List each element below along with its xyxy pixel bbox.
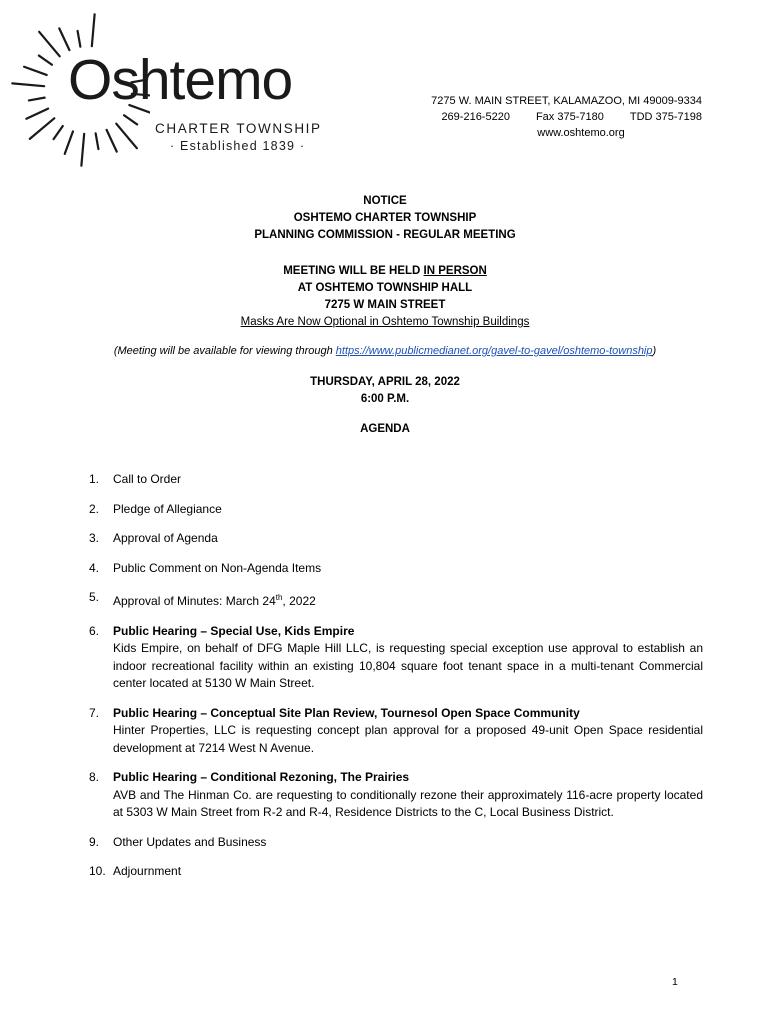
logo-established: · Established 1839 ·: [170, 139, 306, 153]
item-title: Public Hearing – Conceptual Site Plan Review, Tournesol Open Space Community: [113, 705, 580, 720]
item-title: Adjournment: [113, 864, 182, 878]
item-number: 8.: [89, 770, 100, 784]
agenda-item: [89, 471, 703, 489]
item-number: 1.: [89, 472, 100, 486]
item-title: Other Updates and Business: [113, 834, 267, 849]
item-title: [113, 589, 703, 611]
notice-heading: [0, 193, 770, 244]
street-address: 7275 W. MAIN STREET, KALAMAZOO, MI 49009-9334: [431, 95, 702, 107]
sun-ray: [116, 124, 137, 149]
sun-ray: [65, 131, 73, 154]
meeting-street: 7275 W MAIN STREET: [324, 299, 446, 311]
in-person-text: IN PERSON: [423, 265, 487, 277]
minutes-text: Approval of Minutes: March 24: [113, 594, 276, 608]
township-name: OSHTEMO CHARTER TOWNSHIP: [293, 212, 477, 224]
item-number: 3.: [89, 531, 100, 545]
agenda-heading: AGENDA: [360, 423, 410, 435]
fax-number: Fax 375-7180: [535, 111, 604, 123]
meeting-date: [0, 374, 770, 408]
sun-ray: [124, 115, 137, 124]
item-title: Call to Order: [113, 472, 182, 486]
notice-title: NOTICE: [363, 195, 407, 207]
agenda-item: [89, 705, 703, 758]
agenda-item: [89, 560, 703, 578]
oshtemo-logo: [10, 10, 340, 175]
item-number: 2.: [89, 501, 100, 516]
item-number: 9.: [89, 834, 100, 849]
agenda-item: [89, 834, 703, 852]
agenda-item: [89, 769, 703, 822]
website: www.oshtemo.org: [537, 127, 625, 139]
agenda-item: [89, 530, 703, 548]
item-description: Kids Empire, on behalf of DFG Maple Hill LLC, is requesting special exception use approval to establish an indoor recreational facility within an existing 10,804 square foot tenant space in a multi-tenant Commercial center located at 5130 W Main Street.: [113, 641, 703, 690]
phone-number: 269-216-5220: [441, 111, 510, 123]
viewing-info: [0, 345, 770, 357]
agenda-item: [89, 589, 703, 611]
sun-ray: [39, 56, 52, 65]
logo-subtitle: CHARTER TOWNSHIP: [155, 121, 322, 136]
sun-ray: [29, 98, 45, 101]
item-title: Public Hearing – Special Use, Kids Empire: [113, 623, 355, 638]
agenda-item: [89, 623, 703, 693]
viewing-link[interactable]: https://www.publicmedianet.org/gavel-to-gavel/oshtemo-township: [335, 345, 653, 357]
sun-ray: [30, 118, 55, 139]
sun-ray: [59, 28, 69, 50]
viewing-suffix: ): [652, 345, 657, 357]
agenda-item: [89, 501, 703, 519]
address-block: [400, 93, 702, 141]
item-title: Pledge of Allegiance: [113, 501, 222, 516]
item-description: Hinter Properties, LLC is requesting concept plan approval for a proposed 49-unit Open Space residential development at 7214 West N Avenue.: [113, 723, 703, 755]
agenda-list: [89, 471, 703, 893]
sun-ray: [12, 83, 44, 86]
item-title: Approval of Agenda: [113, 531, 218, 545]
page-number: 1: [672, 976, 678, 988]
held-prefix: MEETING WILL BE HELD: [283, 265, 424, 277]
viewing-prefix: (Meeting will be available for viewing through: [113, 345, 336, 357]
agenda-item: [89, 863, 703, 881]
meeting-held: [0, 263, 770, 280]
meeting-type: PLANNING COMMISSION - REGULAR MEETING: [254, 229, 516, 241]
item-number: 4.: [89, 560, 100, 575]
meeting-details: [0, 263, 770, 331]
ordinal-suffix: th: [275, 593, 283, 602]
contact-line: [400, 109, 702, 125]
item-number: 10.: [89, 864, 106, 878]
sun-ray: [92, 14, 95, 46]
item-number: 7.: [89, 705, 100, 720]
masks-notice: Masks Are Now Optional in Oshtemo Township Buildings: [240, 316, 530, 328]
sun-ray: [96, 133, 99, 149]
item-title: Public Hearing – Conditional Rezoning, The Prairies: [113, 770, 410, 784]
sun-ray: [54, 126, 63, 139]
sun-ray: [78, 31, 81, 47]
meeting-location: AT OSHTEMO TOWNSHIP HALL: [297, 282, 473, 294]
logo-wordmark: Oshtemo: [68, 48, 293, 112]
sun-ray: [39, 32, 60, 57]
sun-ray: [26, 109, 48, 119]
sun-ray: [81, 134, 84, 166]
meeting-day: THURSDAY, APRIL 28, 2022: [310, 376, 460, 388]
sun-ray: [24, 67, 47, 75]
item-number: 6.: [89, 623, 100, 638]
item-number: 5.: [89, 590, 100, 604]
meeting-time: 6:00 P.M.: [360, 393, 410, 405]
tdd-number: TDD 375-7198: [629, 111, 702, 123]
item-description: AVB and The Hinman Co. are requesting to conditionally rezone their approximately 116-acre property located at 5303 W Main Street from R-2 and R-4, Residence Districts to the C, Local Business District.: [113, 787, 703, 819]
item-title: Public Comment on Non-Agenda Items: [113, 560, 322, 575]
minutes-year: , 2022: [282, 594, 316, 608]
sun-ray: [107, 130, 117, 152]
